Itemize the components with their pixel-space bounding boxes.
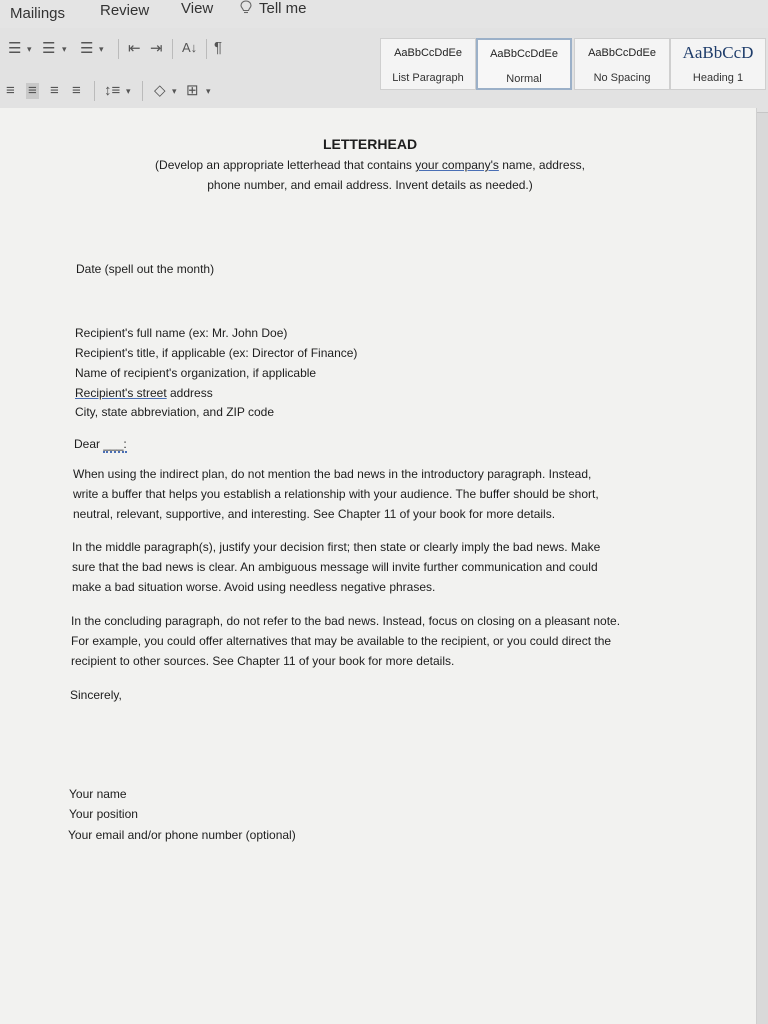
style-list-paragraph[interactable] [380, 38, 476, 90]
spell-flagged-text: Recipient's street [75, 386, 167, 400]
style-name: List Paragraph [392, 72, 464, 84]
style-sample: AaBbCcDdEe [490, 48, 558, 60]
salutation-placeholder: ___: [103, 437, 127, 451]
text-run: name, address, [498, 158, 585, 172]
borders-icon[interactable]: ⊞ [186, 82, 199, 99]
lightbulb-icon [240, 0, 252, 15]
letterhead-instructions-line-2: phone number, and email address. Invent details as needed.) [207, 178, 533, 192]
pilcrow-icon[interactable]: ¶ [214, 39, 223, 56]
line-spacing-icon[interactable]: ↕≡ [104, 82, 121, 99]
text-run: (Develop an appropriate letterhead that contains [155, 158, 416, 172]
paragraph-2-line: In the middle paragraph(s), justify your decision first; then state or clearly imply the bad news. Make [72, 540, 601, 554]
paragraph-3-line: recipient to other sources. See Chapter 11 of your book for more details. [71, 654, 455, 668]
paragraph-1-line: When using the indirect plan, do not mention the bad news in the introductory paragraph. Instead, [73, 467, 592, 481]
style-sample: AaBbCcDdEe [588, 47, 656, 59]
recipient-city: City, state abbreviation, and ZIP code [75, 405, 275, 419]
align-left-icon[interactable]: ≡ [6, 82, 15, 99]
chevron-down-icon[interactable]: ▾ [99, 44, 104, 54]
recipient-street [75, 383, 213, 403]
text-run: address [166, 386, 213, 400]
ribbon-divider [118, 39, 119, 59]
tab-view[interactable]: View [181, 0, 214, 17]
multilevel-list-icon[interactable]: ☰ [80, 40, 94, 57]
style-name: No Spacing [593, 72, 651, 84]
chevron-down-icon[interactable]: ▾ [172, 86, 177, 96]
style-sample: AaBbCcDdEe [394, 47, 462, 59]
letterhead-instructions-line-1 [0, 155, 740, 175]
ribbon-divider [172, 39, 173, 59]
recipient-organization: Name of recipient's organization, if applicable [75, 366, 317, 380]
style-name: Heading 1 [692, 72, 744, 84]
justify-icon[interactable]: ≡ [72, 82, 81, 99]
tab-mailings[interactable]: Mailings [10, 5, 66, 22]
spell-flagged-text: your company's [415, 158, 499, 172]
letterhead-title: LETTERHEAD [322, 136, 418, 152]
closing: Sincerely, [70, 688, 122, 702]
ribbon-divider [94, 81, 95, 101]
align-center-icon[interactable]: ≡ [28, 82, 37, 99]
chevron-down-icon[interactable]: ▾ [206, 86, 211, 96]
paragraph-1-line: neutral, relevant, supportive, and interesting. See Chapter 11 of your book for more details. [73, 507, 556, 521]
date-line: Date (spell out the month) [76, 262, 215, 276]
bullets-icon[interactable]: ☰ [8, 40, 22, 57]
paragraph-2-line: sure that the bad news is clear. An ambiguous message will invite further communication and could [72, 560, 598, 574]
signature-name: Your name [69, 787, 127, 801]
align-right-icon[interactable]: ≡ [50, 82, 59, 99]
chevron-down-icon[interactable]: ▾ [62, 44, 67, 54]
style-heading-1[interactable] [670, 38, 766, 90]
ribbon-home [0, 28, 768, 113]
sort-icon[interactable]: A↓ [182, 40, 198, 55]
ribbon-divider [206, 39, 207, 59]
ribbon-divider [142, 81, 143, 101]
chevron-down-icon[interactable]: ▾ [126, 86, 131, 96]
tell-me-search[interactable] [240, 0, 307, 17]
recipient-name: Recipient's full name (ex: Mr. John Doe) [75, 326, 288, 340]
paragraph-3-line: In the concluding paragraph, do not refer to the bad news. Instead, focus on closing on a pleasant note. [71, 614, 621, 628]
text-run: Dear [74, 437, 101, 451]
shading-icon[interactable]: ◇ [154, 82, 166, 99]
chevron-down-icon[interactable]: ▾ [27, 44, 32, 54]
recipient-title: Recipient's title, if applicable (ex: Director of Finance) [75, 346, 358, 360]
ribbon-tab-bar [0, 0, 768, 28]
paragraph-1-line: write a buffer that helps you establish a relationship with your audience. The buffer should be short, [73, 487, 599, 501]
document-page[interactable] [0, 108, 757, 1024]
paragraph-3-line: For example, you could offer alternatives that may be available to the recipient, or you could direct the [71, 634, 612, 648]
decrease-indent-icon[interactable]: ⇤ [128, 40, 141, 57]
style-sample: AaBbCcD [682, 43, 754, 62]
increase-indent-icon[interactable]: ⇥ [150, 40, 163, 57]
style-name: Normal [506, 73, 542, 85]
signature-contact: Your email and/or phone number (optional) [68, 828, 296, 842]
style-no-spacing[interactable] [574, 38, 670, 90]
tab-review[interactable]: Review [100, 2, 150, 19]
salutation [74, 434, 127, 454]
tell-me-label: Tell me [259, 0, 307, 17]
signature-position: Your position [69, 807, 138, 821]
paragraph-2-line: make a bad situation worse. Avoid using needless negative phrases. [72, 580, 436, 594]
numbering-icon[interactable]: ☰ [42, 40, 56, 57]
style-normal[interactable] [476, 38, 572, 90]
